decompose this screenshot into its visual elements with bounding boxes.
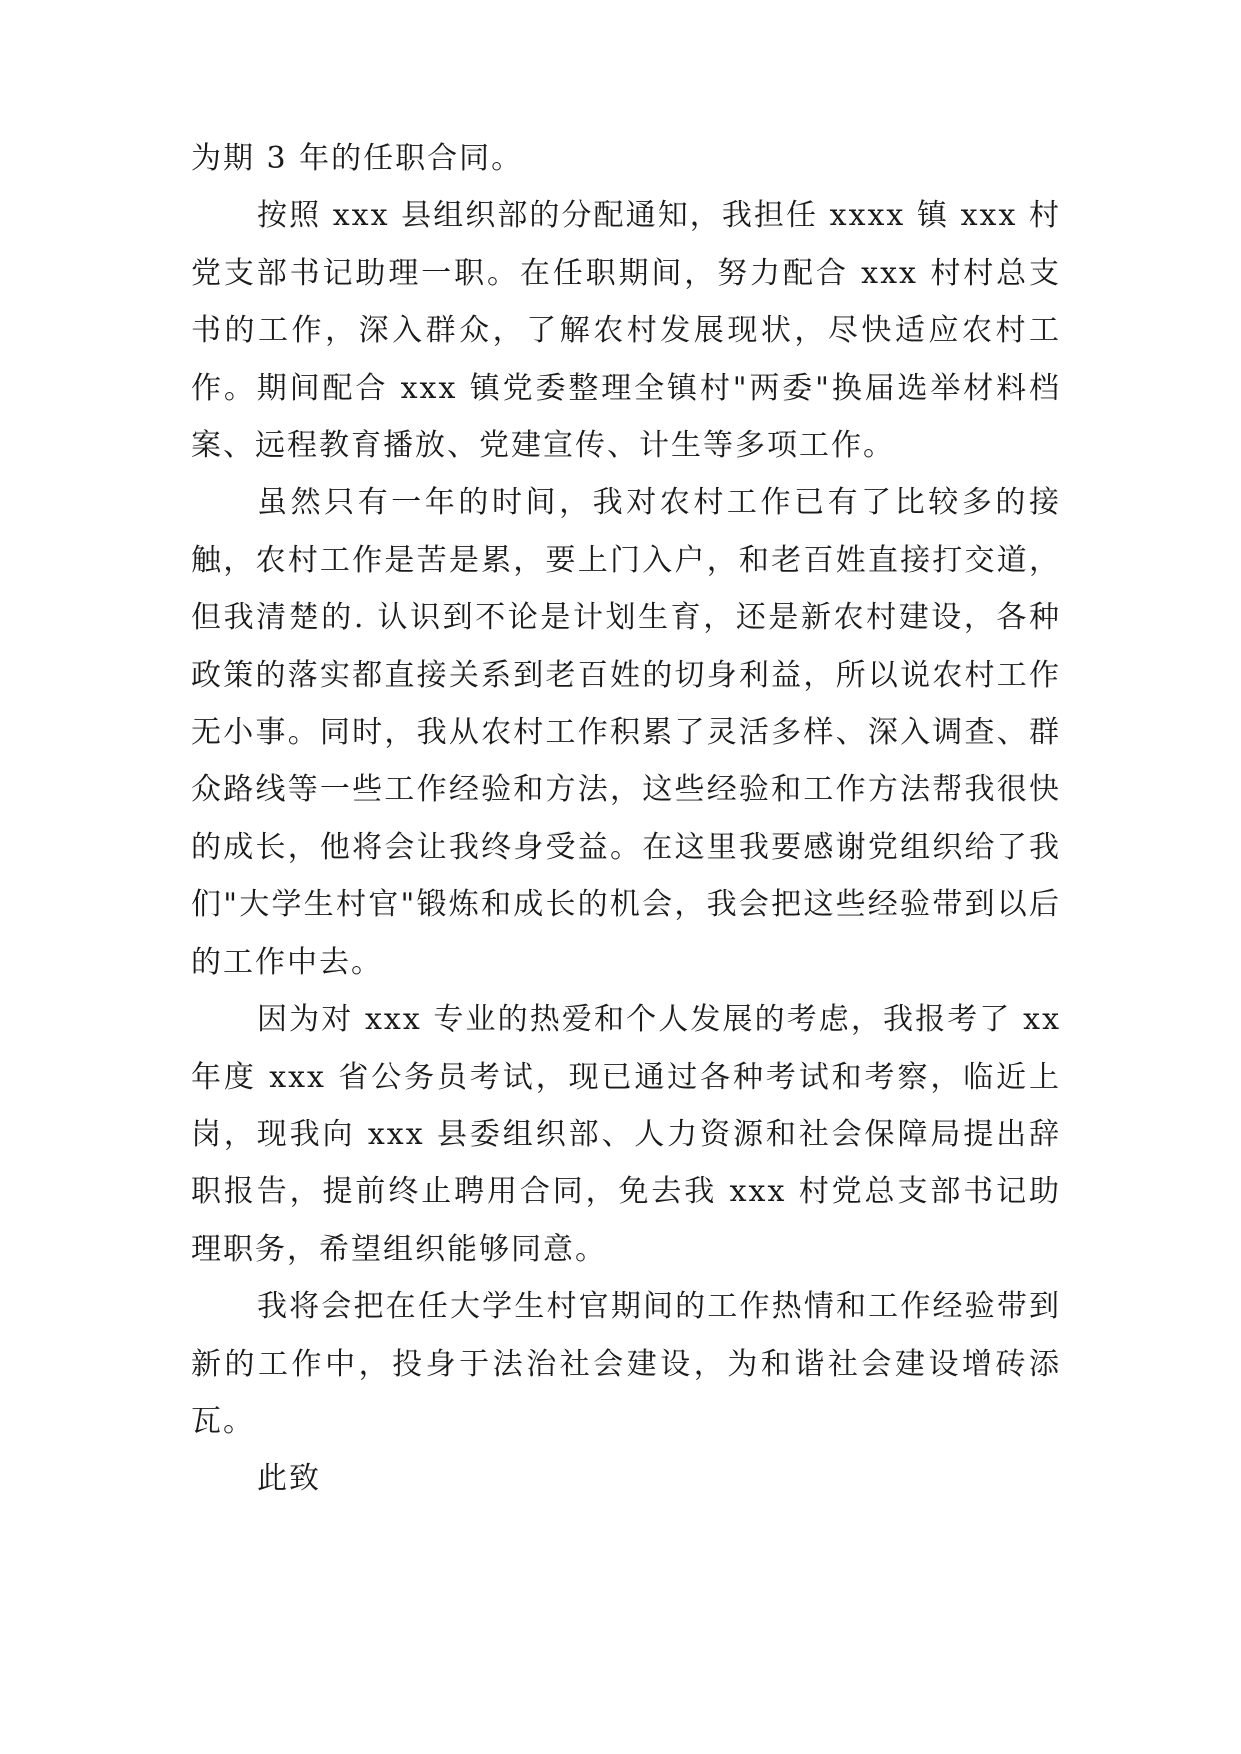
paragraph-contract-continuation: 为期 3 年的任职合同。: [191, 141, 524, 176]
paragraph-experience: 虽然只有一年的时间，我对农村工作已有了比较多的接触，农村工作是苦是累，要上门入户，和老百姓直接打交道，但我清楚的. 认识到不论是计划生育，还是新农村建设，各种政策的落实都直接关系到老百姓的切身利益，所以说农村工作无小事。同时，我从农村工作积累了灵活多样、深入调查、群众路线等一些工作经验和方法，这些经验和工作方法帮我很快的成长，他将会让我终身受益。在这里我要感谢党组织给了我们"大学生村官"锻炼和成长的机会，我会把这些经验带到以后的工作中去。: [191, 485, 1061, 980]
closing-salutation: 此致: [257, 1461, 321, 1497]
paragraph-assignment: 按照 xxx 县组织部的分配通知，我担任 xxxx 镇 xxx 村党支部书记助理一职。在任职期间，努力配合 xxx 村村总支书的工作，深入群众，了解农村发展现状，尽快适应农村工作。期间配合 xxx 镇党委整理全镇村"两委"换届选举材料档案、远程教育播放、党建宣传、计生等多项工作。: [191, 198, 1061, 464]
document-page: [191, 130, 1061, 1508]
paragraph-resignation-reason: 因为对 xxx 专业的热爱和个人发展的考虑，我报考了 xx 年度 xxx 省公务员考试，现已通过各种考试和考察，临近上岗，现我向 xxx 县委组织部、人力资源和社会保障局提出辞职报告，提前终止聘用合同，免去我 xxx 村党总支部书记助理职务，希望组织能够同意。: [191, 1002, 1061, 1267]
paragraph-future-commitment: 我将会把在任大学生村官期间的工作热情和工作经验带到新的工作中，投身于法治社会建设，为和谐社会建设增砖添瓦。: [191, 1289, 1061, 1439]
